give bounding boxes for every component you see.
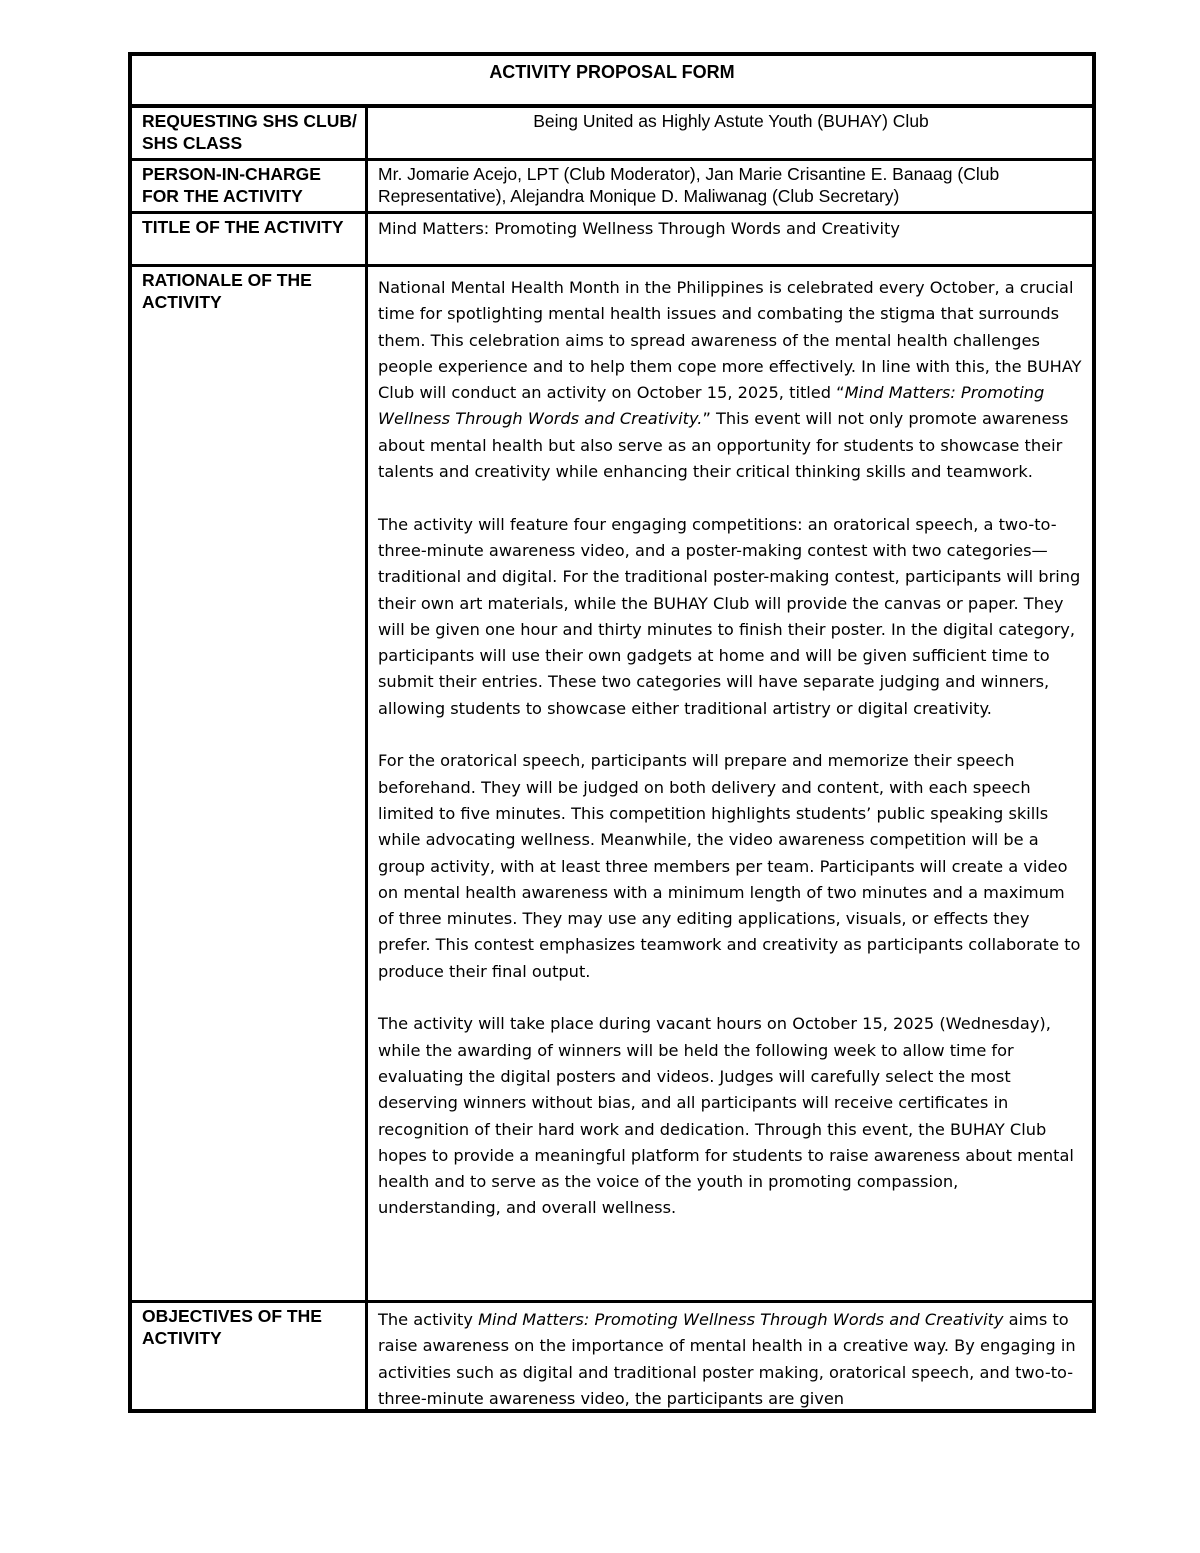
rationale-paragraph-4: The activity will take place during vacant hours on October 15, 2025 (Wednesday), while the awarding of winners will be held the following week to allow time for evaluating the digital posters and videos. Judges will carefully select the most deserving winners without bias, and all participants will receive certificates in recognition of their hard work and dedication. Through this event, the BUHAY Club hopes to provide a meaningful platform for students to raise awareness about mental health and to serve as the voice of the youth in promoting compassion, understanding, and overall wellness. (378, 1014, 1074, 1218)
rationale-value (368, 267, 1092, 1300)
objectives-paragraph-1 (378, 1307, 1084, 1409)
rationale-paragraph-1 (378, 275, 1084, 485)
row-person-in-charge (132, 161, 1092, 214)
objectives-p1-text-a: The activity (378, 1310, 479, 1329)
objectives-p1-title-italic: Mind Matters: Promoting Wellness Through Words and Creativity (478, 1310, 1004, 1329)
rationale-p1-text-b: ” This event will not only promote awareness about mental health but also serve as an opportunity for students to showcase their talents and creativity while enhancing their critical thinking skills and teamwork. (378, 409, 1069, 482)
objectives-value (368, 1303, 1092, 1409)
row-rationale (132, 267, 1092, 1303)
person-in-charge-value: Mr. Jomarie Acejo, LPT (Club Moderator), Jan Marie Crisantine E. Banaag (Club Representative), Alejandra Monique D. Maliwanag (Club Secretary) (378, 164, 1000, 206)
person-in-charge-label: PERSON-IN-CHARGE FOR THE ACTIVITY (132, 161, 368, 211)
objectives-label: OBJECTIVES OF THE ACTIVITY (132, 1303, 368, 1409)
activity-title-label: TITLE OF THE ACTIVITY (132, 214, 368, 264)
rationale-paragraph-3: For the oratorical speech, participants will prepare and memorize their speech beforehand. They will be judged on both delivery and content, with each speech limited to five minutes. This competition highlights students’ public speaking skills while advocating wellness. Meanwhile, the video awareness competition will be a group activity, with at least three members per team. Participants will create a video on mental health awareness with a minimum length of two minutes and a maximum of three minutes. They may use any editing applications, visuals, or effects they prefer. This contest emphasizes teamwork and creativity as participants collaborate to produce their final output. (378, 751, 1081, 981)
activity-proposal-form (128, 52, 1096, 1413)
rationale-label: RATIONALE OF THE ACTIVITY (132, 267, 368, 1300)
row-activity-title (132, 214, 1092, 267)
rationale-p1-text-a: National Mental Health Month in the Philippines is celebrated every October, a crucial time for spotlighting mental health issues and combating the stigma that surrounds them. This celebration aims to spread awareness of the mental health challenges people experience and to help them cope more effectively. In line with this, the BUHAY Club will conduct an activity on October 15, 2025, titled “ (378, 278, 1082, 403)
form-title: ACTIVITY PROPOSAL FORM (132, 56, 1092, 108)
objectives-p1-text-b: aims to raise awareness on the importance of mental health in a creative way. By engaging in activities such as digital and traditional poster making, oratorical speech, and two-to-three-minute awareness video, the participants are given (378, 1310, 1076, 1408)
requesting-club-value: Being United as Highly Astute Youth (BUHAY) Club (533, 111, 929, 131)
requesting-club-label: REQUESTING SHS CLUB/ SHS CLASS (132, 108, 368, 158)
rationale-paragraph-2: The activity will feature four engaging competitions: an oratorical speech, a two-to-three-minute awareness video, and a poster-making contest with two categories—traditional and digital. For the traditional poster-making contest, participants will bring their own art materials, while the BUHAY Club will provide the canvas or paper. They will be given one hour and thirty minutes to finish their poster. In the digital category, participants will use their own gadgets at home and will be given sufficient time to submit their entries. These two categories will have separate judging and winners, allowing students to showcase either traditional artistry or digital creativity. (378, 514, 1081, 718)
row-objectives (132, 1303, 1092, 1409)
rationale-p1-title-italic: Mind Matters: Promoting Wellness Through Words and Creativity. (378, 383, 1045, 429)
activity-title-value: Mind Matters: Promoting Wellness Through Words and Creativity (378, 219, 900, 238)
row-requesting-club (132, 108, 1092, 161)
